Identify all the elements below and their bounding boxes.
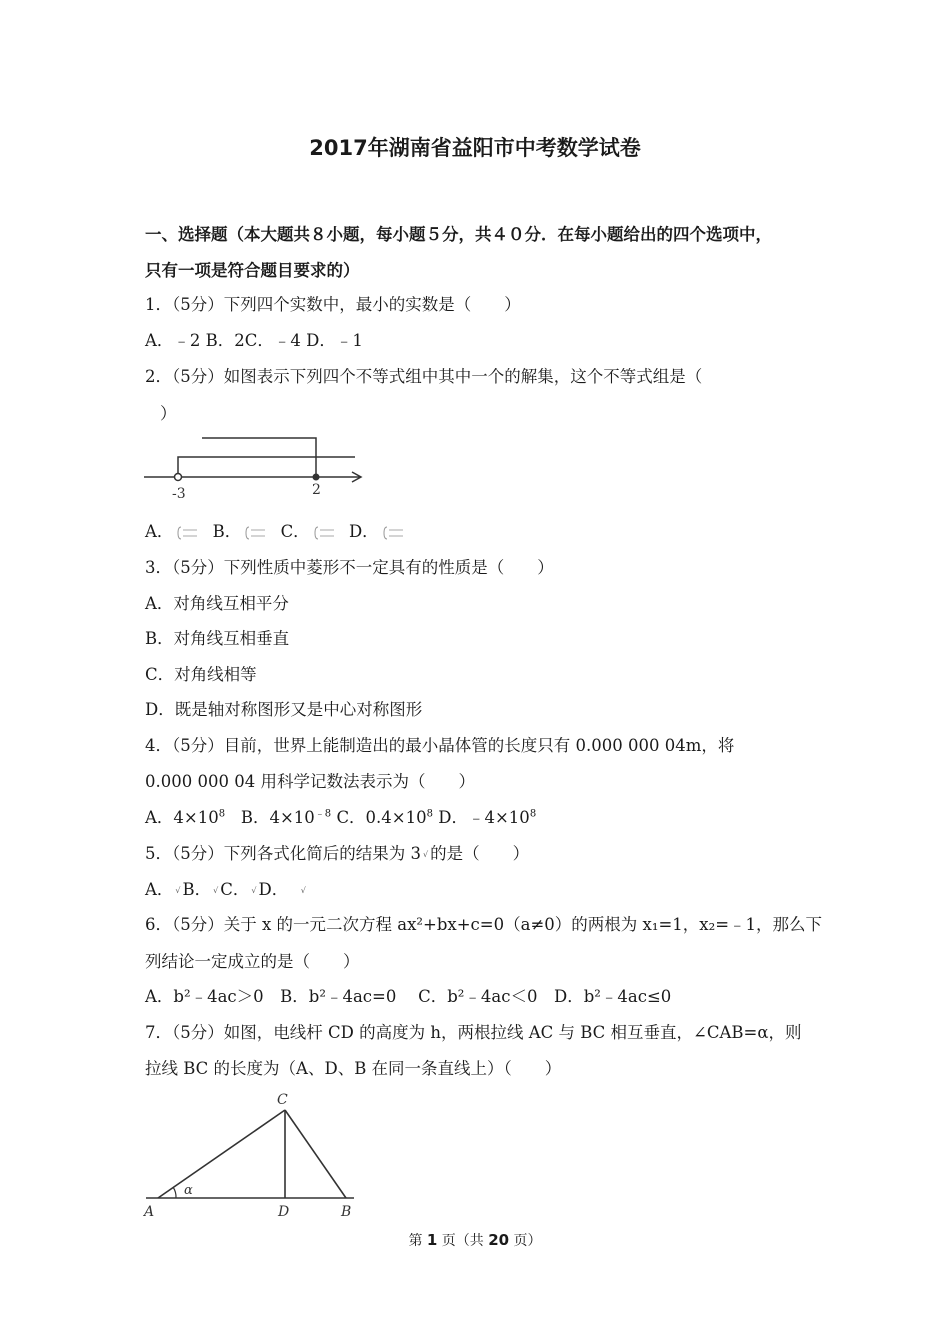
q5-option-c-radical-icon: √ [251,885,257,895]
q7-triangle-figure [140,1086,370,1220]
q1-stem: 1．（5分）下列四个实数中，最小的实数是（ ） [145,295,521,314]
q2-number-line-figure [140,430,370,502]
section-heading-line2: 只有一项是符合题目要求的） [145,261,360,280]
q2-options [145,521,413,543]
q6-stem: 6．（5分）关于 x 的一元二次方程 ax²+bx+c=0（a≠0）的两根为 x₁=1，x₂=﹣1，那么下 [145,915,823,934]
tick-label-left: -3 [172,486,186,502]
q3-stem: 3．（5分）下列性质中菱形不一定具有的性质是（ ） [145,558,554,577]
q2-option-a-label: A． [145,522,174,541]
q2-option-d-system [383,525,405,541]
footer-post: 页） [509,1233,542,1249]
open-point [175,474,182,481]
q5-radical-icon: √ [423,849,429,859]
q5-option-b-label: B． [182,880,212,899]
q5-stem [145,843,529,866]
q4-option-a: A．4×10 [145,808,219,827]
q2-option-c-system [314,525,336,541]
q4-option-d: D．﹣4×10 [438,808,530,827]
q2-option-b-label: B． [212,522,242,541]
tick-label-right: 2 [312,482,321,498]
label-c: C [277,1092,288,1108]
q5-stem-pre: 5．（5分）下列各式化简后的结果为 3 [145,844,421,863]
q4-option-c: C．0.4×10 [336,808,427,827]
q6-options: A．b²﹣4ac＞0 B．b²﹣4ac=0 C．b²﹣4ac＜0 D．b²﹣4ac≤0 [145,987,672,1006]
closed-point [313,474,320,481]
q2-option-a-system [177,525,199,541]
q2-option-d-label: D． [348,522,379,541]
q2-stem: 2．（5分）如图表示下列四个不等式组中其中一个的解集，这个不等式组是（ [145,367,703,386]
q5-option-a-label: A． [145,880,174,899]
q5-option-b-radical-icon: √ [213,885,219,895]
q4-option-a-exp: 8 [218,808,226,820]
q4-option-b: B．4×10 [240,808,315,827]
solution-bracket-right [202,438,316,474]
label-d: D [278,1204,290,1220]
q1-options: A．﹣2 B．2C．﹣4 D．﹣1 [145,331,363,350]
q3-option-c: C．对角线相等 [145,665,257,684]
q4-option-c-exp: 8 [426,808,433,820]
solution-bracket-left [178,457,355,473]
q2-stem-end: ） [160,404,177,423]
page-footer [0,1230,950,1250]
q5-options [145,879,308,902]
q2-option-b-system [245,525,267,541]
q7-stem: 7．（5分）如图，电线杆 CD 的高度为 h，两根拉线 AC 与 BC 相互垂直，∠CAB=α，则 [145,1023,802,1042]
page-title: 2017年湖南省益阳市中考数学试卷 [309,136,641,160]
q5-option-a-radical-icon: √ [175,885,181,895]
section-heading-line1: 一、选择题（本大题共８小题，每小题５分，共４０分．在每小题给出的四个选项中， [145,225,772,244]
footer-pre: 第 [408,1233,427,1249]
angle-arc [173,1187,176,1198]
q4-options [145,807,536,829]
label-alpha: α [184,1183,193,1198]
q5-option-c-label: C． [220,880,250,899]
q6-stem-line2: 列结论一定成立的是（ ） [145,952,360,971]
q7-stem-line2: 拉线 BC 的长度为（A、D、B 在同一条直线上）（ ） [145,1059,562,1078]
q4-stem-line2: 0.000 000 04 用科学记数法表示为（ ） [145,772,475,791]
footer-page-number: 1 [426,1231,438,1249]
q4-option-b-exp: ﹣8 [314,808,332,820]
q3-option-a: A．对角线互相平分 [145,594,289,613]
q3-option-b: B．对角线互相垂直 [145,629,290,648]
q3-option-d: D．既是轴对称图形又是中心对称图形 [145,700,423,719]
q5-stem-post: 的是（ ） [430,844,530,863]
footer-total-pages: 20 [488,1231,510,1249]
label-b: B [341,1204,352,1220]
side-cb [285,1110,346,1198]
q4-stem: 4．（5分）目前，世界上能制造出的最小晶体管的长度只有 0.000 000 04m，将 [145,736,735,755]
q5-option-d-label: D． [258,880,289,899]
label-a: A [144,1204,155,1220]
q5-option-d-radical-icon: √ [300,885,306,895]
q2-option-c-label: C． [280,522,310,541]
footer-mid: 页（共 [437,1233,489,1249]
side-ac [158,1110,285,1198]
q4-option-d-exp: 8 [529,808,537,820]
